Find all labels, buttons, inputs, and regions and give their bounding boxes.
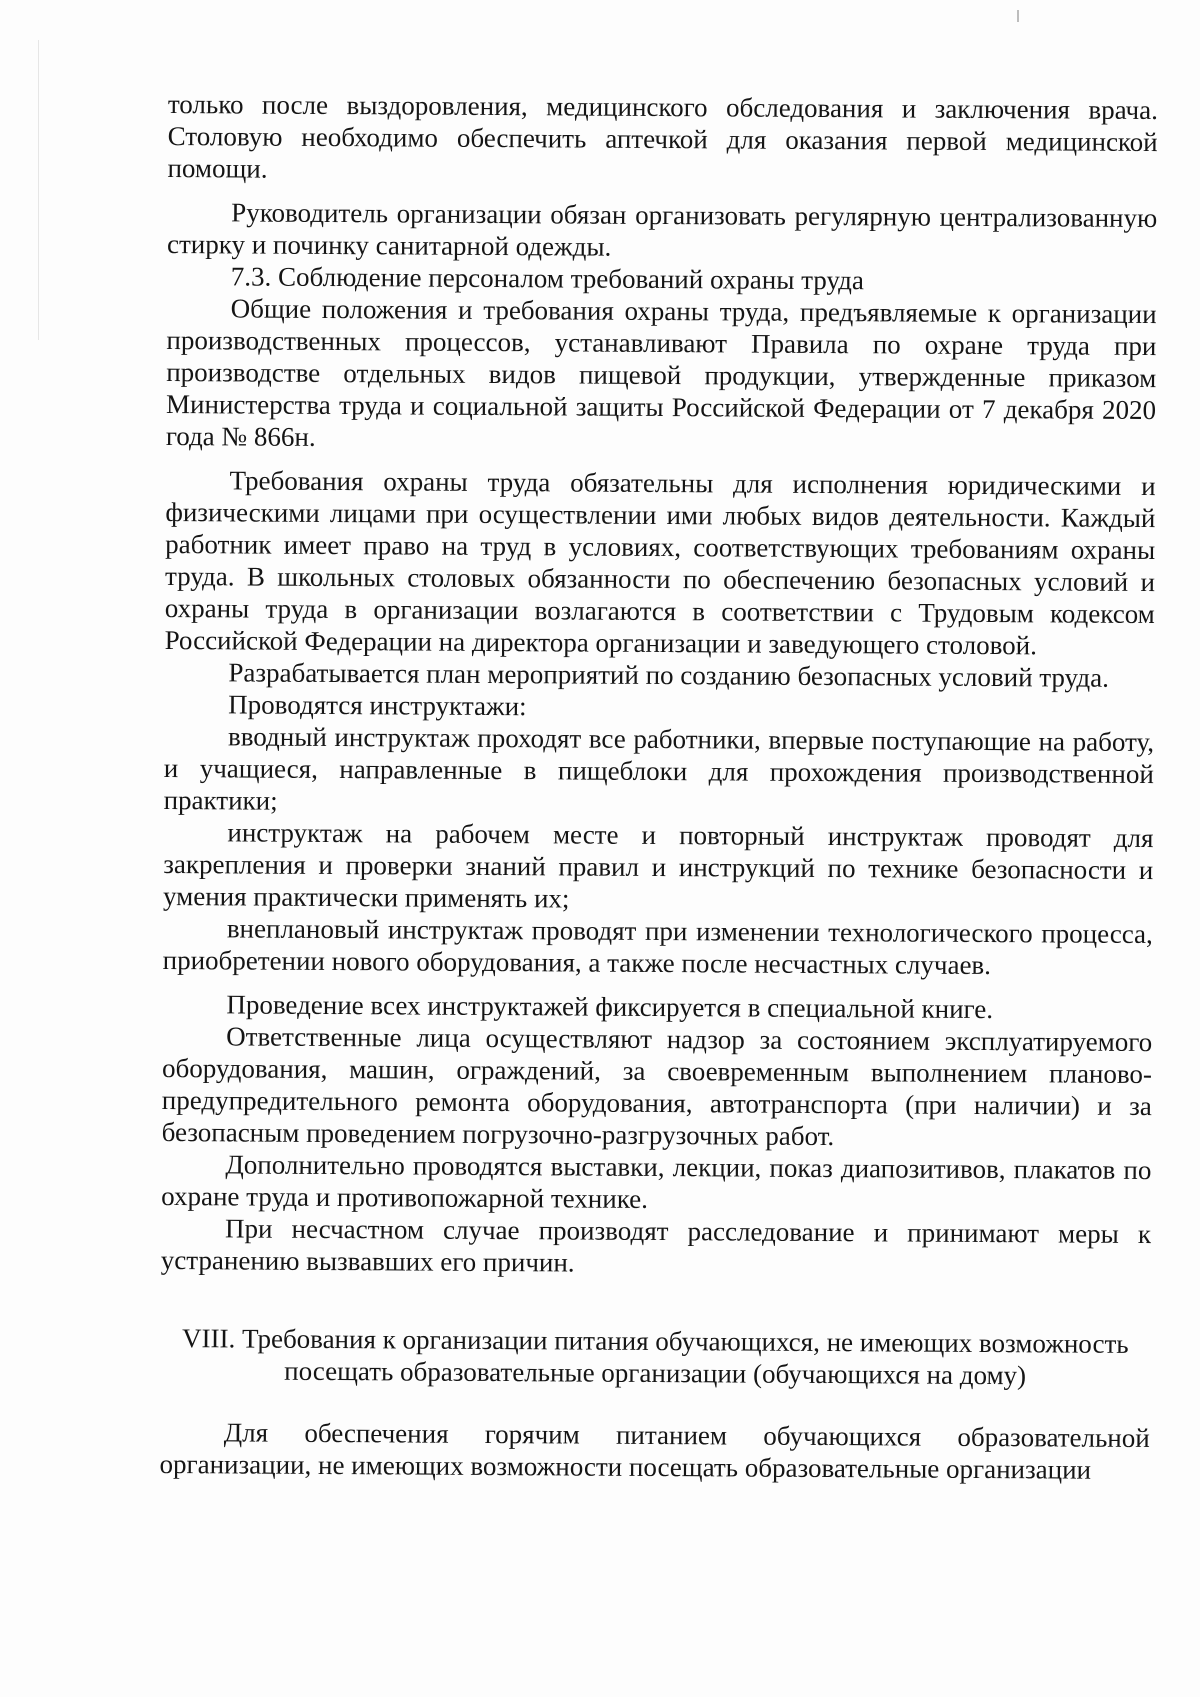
list-item-2: инструктаж на рабочем месте и повторный инструктаж проводят для закрепления и проверки знаний правил и инструкций по технике безопасности и умения практически применять их;	[162, 817, 1154, 914]
paragraph-7: Проводятся инструктажи:	[228, 689, 527, 722]
paragraph-5: Требования охраны труда обязательны для исполнения юридическими и физическими лицами при осуществлении ими любых видов деятельности. Каждый работник имеет право на труд в условиях, соответствующих требованиям охраны труда. В школьных столовых обязанности по обеспечению безопасных условий и охраны труда в организации возлагаются в соответствии с Трудовым кодексом Российской Федерации на директора организации и заведующего столовой.	[164, 465, 1156, 661]
final-paragraph: Для обеспечения горячим питанием обучающихся образовательной организации, не имеющих возможности посещать образовательные организации	[159, 1417, 1150, 1485]
paragraph-11: Проведение всех инструктажей фиксируется в специальной книге.	[226, 989, 994, 1025]
section-heading: VIII. Требования к организации питания обучающихся, не имеющих возможность посещать образовательные организации (обучающихся на дому)	[181, 1323, 1129, 1391]
scan-mark	[1017, 10, 1019, 22]
paragraph-2: Руководитель организации обязан организовать регулярную централизованную стирку и починку санитарной одежды.	[166, 197, 1158, 262]
scan-edge-mark	[38, 40, 39, 340]
paragraph-4: Общие положения и требования охраны труда, предъявляемые к организации производственных процессов, устанавливают Правила по охране труда при производстве отдельных видов пищевой продукции, утвержденные приказом Министерства труда и социальной защиты Российской Федерации от 7 декабря 2020 года № 866н.	[165, 293, 1157, 452]
document-body	[159, 88, 1157, 1486]
paragraph-6: Разрабатывается план мероприятий по созданию безопасных условий труда.	[228, 657, 1109, 693]
paragraph-13: Дополнительно проводятся выставки, лекции, показ диапозитивов, плакатов по охране труда и противопожарной технике.	[161, 1149, 1152, 1214]
paragraph-1: только после выздоровления, медицинского обследования и заключения врача. Столовую необходимо обеспечить аптечкой для оказания первой медицинской помощи.	[167, 88, 1158, 184]
list-item-3: внеплановый инструктаж проводят при изменении технологического процесса, приобретении нового оборудования, а также после несчастных случаев.	[162, 913, 1153, 981]
subsection-title: 7.3. Соблюдение персоналом требований охраны труда	[230, 261, 865, 296]
paragraph-12: Ответственные лица осуществляют надзор за состоянием эксплуатируемого оборудования, машин, ограждений, за своевременным выполнением планово-предупредительного ремонта оборудования, автотранспорта (при наличии) и за безопасным проведением погрузочно-разгрузочных работ.	[161, 1021, 1153, 1152]
paragraph-14: При несчастном случае производят расследование и принимают меры к устранению вызвавших его причин.	[160, 1213, 1152, 1278]
list-item-1: вводный инструктаж проходят все работники, впервые поступающие на работу, и учащиеся, направленные в пищеблоки для прохождения производственной практики;	[163, 721, 1155, 816]
